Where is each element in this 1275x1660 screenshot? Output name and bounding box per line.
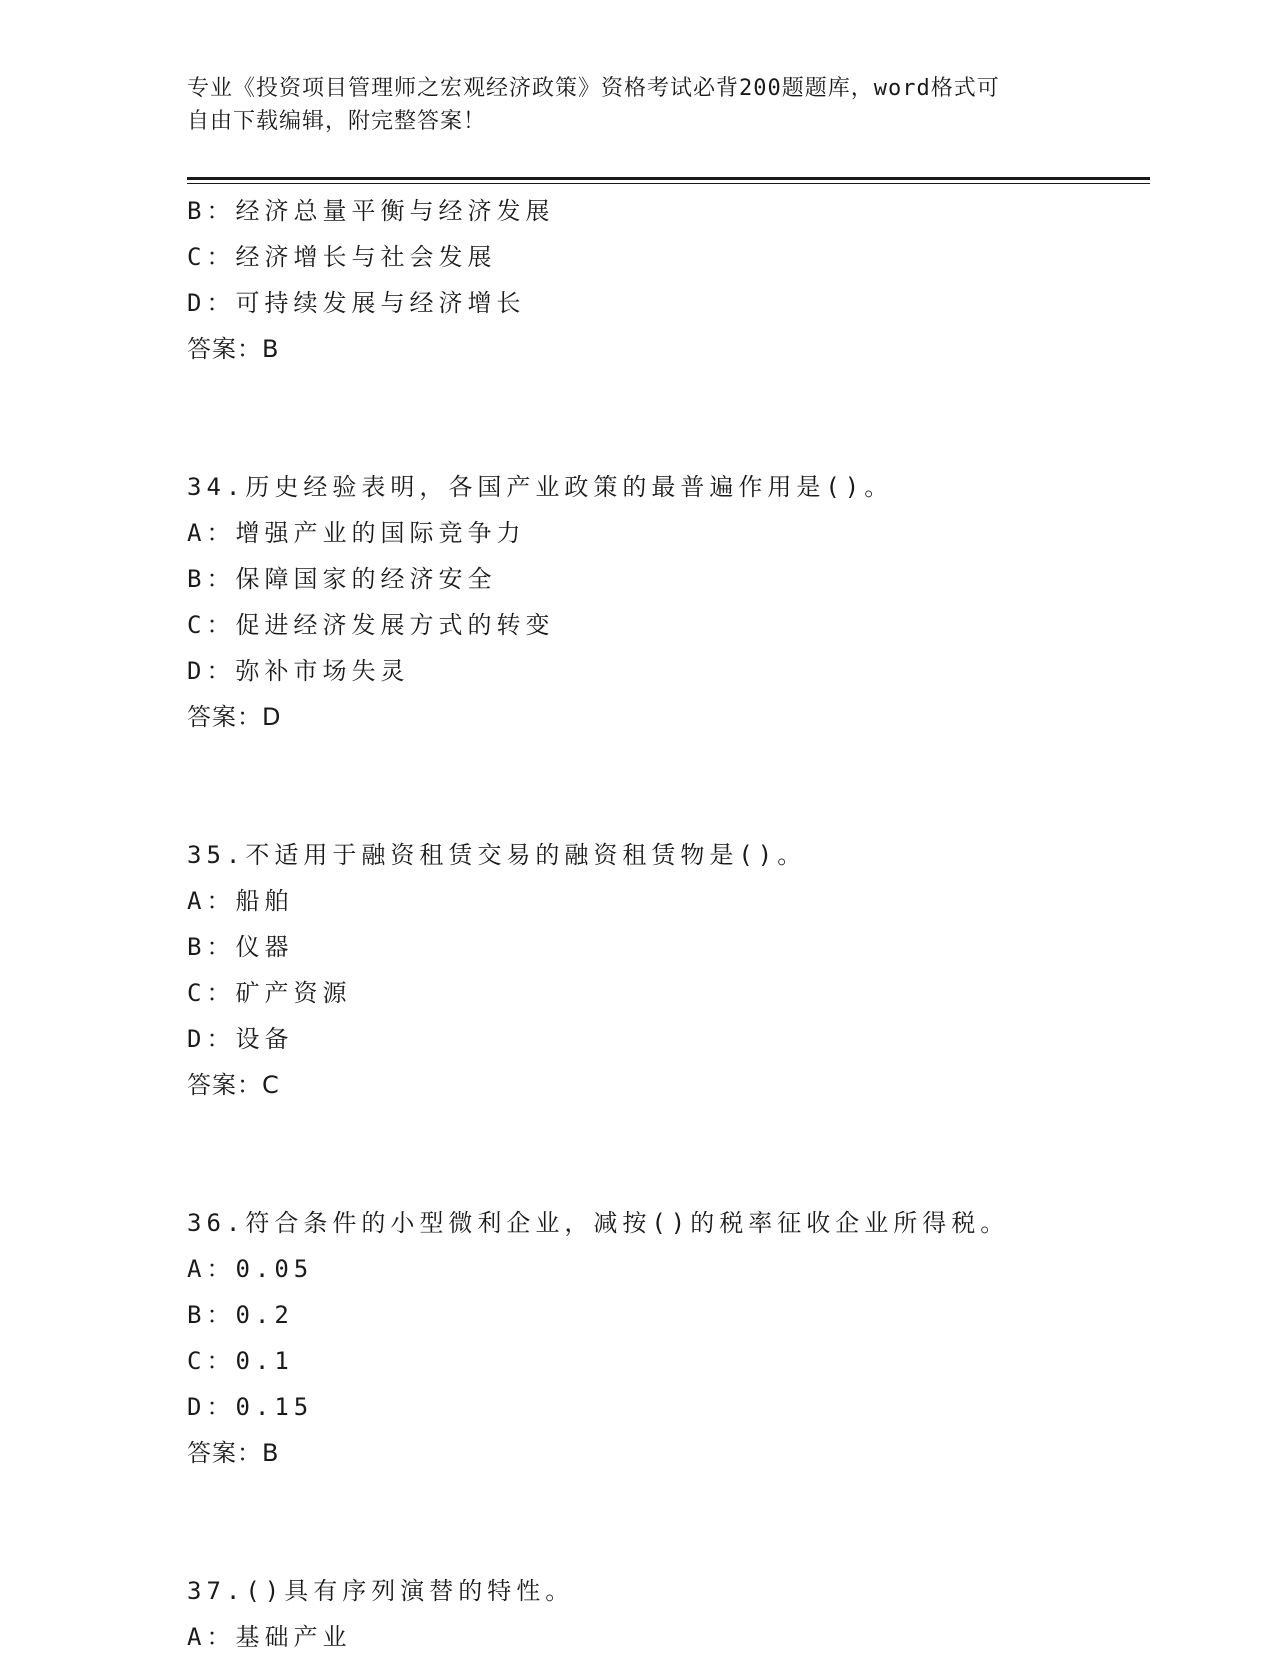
question-text: 36.符合条件的小型微利企业，减按()的税率征收企业所得税。 (187, 1209, 1010, 1237)
option-b: B：0.2 (187, 1301, 294, 1329)
option-a: A：基础产业 (187, 1623, 352, 1651)
answer-line: 答案：B (187, 335, 280, 363)
question-list (187, 188, 1150, 1660)
header-line-2: 自由下载编辑，附完整答案！ (187, 109, 487, 134)
answer-line: 答案：B (187, 1439, 280, 1467)
option-c: C：矿产资源 (187, 979, 352, 1007)
header-divider-thick (187, 177, 1150, 180)
option-d: D：设备 (187, 1025, 294, 1053)
option-b: B：经济总量平衡与经济发展 (187, 197, 555, 225)
option-c: C：0.1 (187, 1347, 294, 1375)
option-d: D：弥补市场失灵 (187, 657, 410, 685)
question-text: 35.不适用于融资租赁交易的融资租赁物是()。 (187, 841, 807, 869)
document-header (187, 72, 1067, 138)
option-a: A：0.05 (187, 1255, 314, 1283)
option-b: B：仪器 (187, 933, 294, 961)
option-d: D：0.15 (187, 1393, 314, 1421)
question-block-33 (187, 188, 1150, 372)
question-block-36 (187, 1200, 1150, 1476)
question-block-34 (187, 464, 1150, 740)
question-text: 37.()具有序列演替的特性。 (187, 1577, 575, 1605)
question-block-35 (187, 832, 1150, 1108)
header-line-1: 专业《投资项目管理师之宏观经济政策》资格考试必背200题题库，word格式可 (187, 76, 1000, 101)
option-a: A：船舶 (187, 887, 294, 915)
option-b: B：保障国家的经济安全 (187, 565, 497, 593)
question-block-37 (187, 1568, 1150, 1660)
option-d: D：可持续发展与经济增长 (187, 289, 526, 317)
answer-line: 答案：D (187, 703, 282, 731)
header-divider-thin (187, 183, 1150, 184)
option-a: A：增强产业的国际竞争力 (187, 519, 526, 547)
question-text: 34.历史经验表明，各国产业政策的最普遍作用是()。 (187, 473, 894, 501)
answer-line: 答案：C (187, 1071, 280, 1099)
option-c: C：经济增长与社会发展 (187, 243, 497, 271)
option-c: C：促进经济发展方式的转变 (187, 611, 555, 639)
